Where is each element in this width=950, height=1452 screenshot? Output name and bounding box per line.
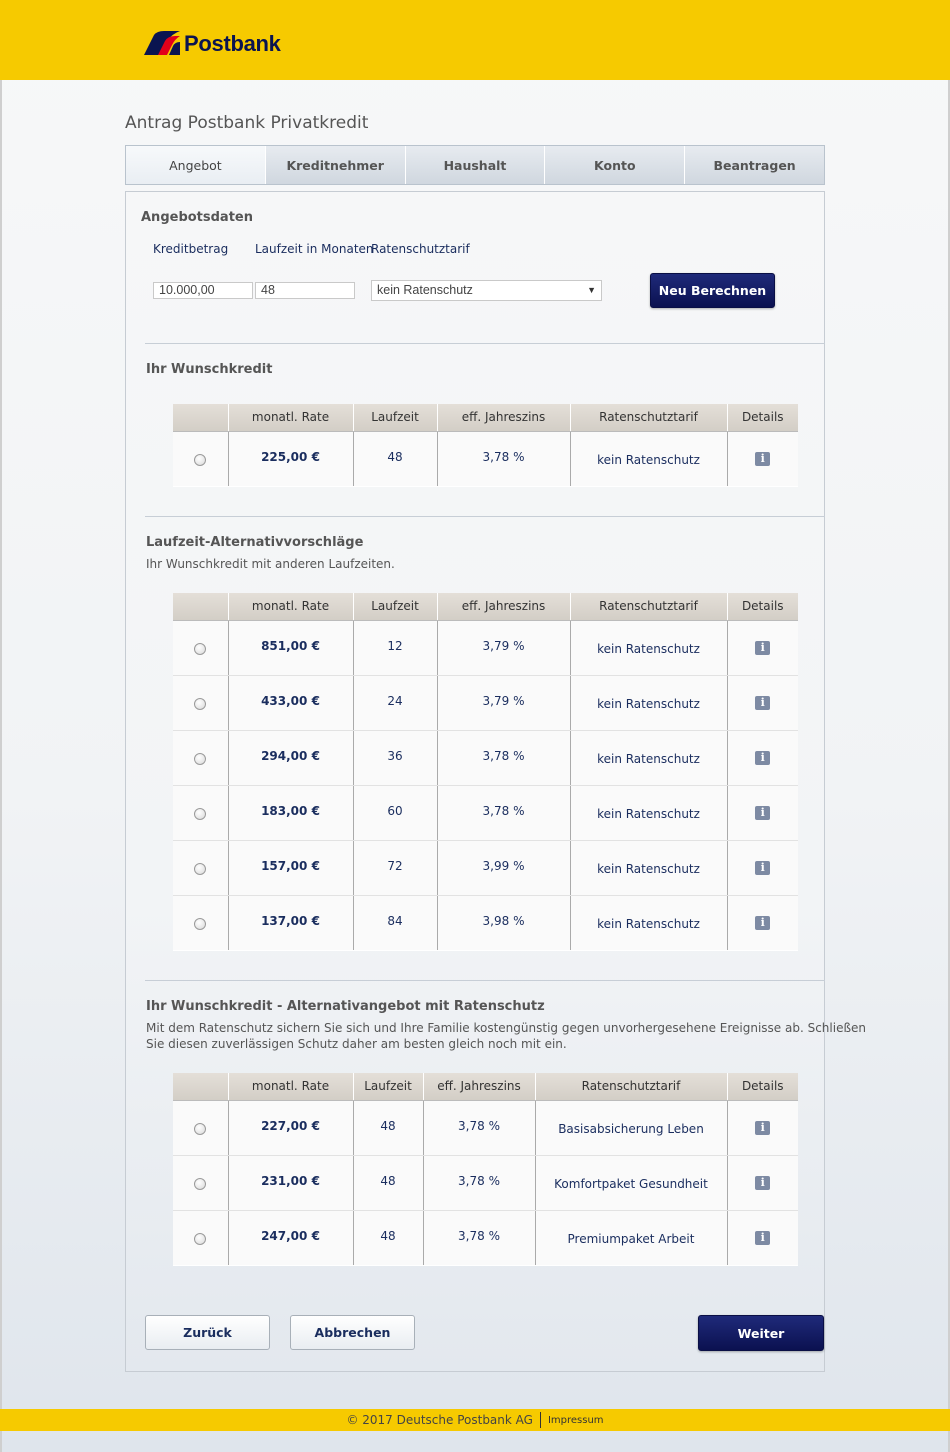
alternativen-title: Laufzeit-Alternativvorschläge [146,535,364,550]
select-radio[interactable] [194,863,206,875]
rate-cell: 225,00 € [228,431,353,486]
alternativen-subtitle: Ihr Wunschkredit mit anderen Laufzeiten. [146,557,395,571]
rate-cell: 851,00 € [228,620,353,675]
row-radio-cell[interactable] [173,620,228,675]
laufzeit-cell: 60 [353,785,437,840]
details-cell[interactable] [727,620,798,675]
zins-cell: 3,78 % [437,431,570,486]
rate-cell: 247,00 € [228,1210,353,1265]
zins-cell: 3,78 % [423,1100,535,1155]
rate-header: monatl. Rate [228,1073,353,1100]
tarif-header: Ratenschutztarif [570,404,727,431]
ratenschutztarif-label: Ratenschutztarif [371,242,470,256]
laufzeit-header: Laufzeit [353,404,437,431]
tab-beantragen[interactable]: Beantragen [685,146,824,184]
select-radio[interactable] [194,808,206,820]
tarif-cell: Basisabsicherung Leben [535,1100,727,1155]
info-icon[interactable]: i [755,806,770,820]
footer-bar [0,1409,950,1431]
row-radio-cell[interactable] [173,1210,228,1265]
laufzeit-cell: 24 [353,675,437,730]
zins-header: eff. Jahreszins [437,404,570,431]
laufzeit-cell: 72 [353,840,437,895]
table-row[interactable] [173,620,798,675]
divider [145,343,825,344]
ratenschutztarif-select[interactable] [371,280,602,301]
tarif-cell: kein Ratenschutz [570,431,727,486]
divider [145,980,825,981]
zins-cell: 3,78 % [423,1155,535,1210]
select-header [173,593,228,620]
laufzeit-cell: 48 [353,1155,423,1210]
zins-header: eff. Jahreszins [423,1073,535,1100]
laufzeit-cell: 84 [353,895,437,950]
rate-cell: 433,00 € [228,675,353,730]
details-header: Details [727,404,798,431]
details-cell[interactable] [727,730,798,785]
info-icon[interactable]: i [755,916,770,930]
tab-haushalt[interactable]: Haushalt [406,146,546,184]
copyright-text: © 2017 Deutsche Postbank AG [346,1413,533,1427]
info-icon[interactable]: i [755,696,770,710]
zins-header: eff. Jahreszins [437,593,570,620]
table-row[interactable] [173,895,798,950]
angebotsdaten-title: Angebotsdaten [141,210,253,225]
zins-cell: 3,98 % [437,895,570,950]
zins-cell: 3,79 % [437,675,570,730]
details-cell[interactable] [727,675,798,730]
info-icon[interactable]: i [755,751,770,765]
zins-cell: 3,78 % [423,1210,535,1265]
ratenschutz-title: Ihr Wunschkredit - Alternativangebot mit Ratenschutz [146,999,545,1014]
table-row[interactable] [173,675,798,730]
weiter-button[interactable]: Weiter [698,1315,824,1351]
postbank-logo[interactable] [142,30,281,58]
laufzeit-cell: 48 [353,431,437,486]
details-cell[interactable] [727,1100,798,1155]
select-radio[interactable] [194,1178,206,1190]
laufzeit-cell: 48 [353,1210,423,1265]
table-header-row [173,593,798,620]
dropdown-arrow-icon: ▼ [587,285,596,295]
select-radio[interactable] [194,698,206,710]
rate-cell: 231,00 € [228,1155,353,1210]
page-title: Antrag Postbank Privatkredit [125,113,369,133]
rate-cell: 157,00 € [228,840,353,895]
laufzeit-cell: 36 [353,730,437,785]
row-radio-cell[interactable] [173,1100,228,1155]
abbrechen-button[interactable]: Abbrechen [290,1315,415,1350]
tarif-cell: kein Ratenschutz [570,675,727,730]
select-radio[interactable] [194,643,206,655]
rate-cell: 183,00 € [228,785,353,840]
tarif-header: Ratenschutztarif [535,1073,727,1100]
kreditbetrag-input[interactable]: 10.000,00 [153,282,253,299]
info-icon[interactable]: i [755,861,770,875]
select-header [173,404,228,431]
row-radio-cell[interactable] [173,895,228,950]
laufzeit-header: Laufzeit [353,1073,423,1100]
details-cell[interactable] [727,1155,798,1210]
wunschkredit-title: Ihr Wunschkredit [146,362,273,377]
zins-cell: 3,78 % [437,785,570,840]
zins-cell: 3,99 % [437,840,570,895]
row-radio-cell[interactable] [173,675,228,730]
table-row[interactable] [173,1155,798,1210]
zurueck-button[interactable]: Zurück [145,1315,270,1350]
laufzeit-label: Laufzeit in Monaten [255,242,374,256]
tarif-cell: kein Ratenschutz [570,785,727,840]
rate-cell: 294,00 € [228,730,353,785]
logo-text: Postbank [184,31,281,56]
details-cell[interactable] [727,840,798,895]
row-radio-cell[interactable] [173,431,228,486]
impressum-link[interactable]: Impressum [547,1414,604,1426]
ratenschutz-table [173,1073,798,1266]
laufzeit-cell: 12 [353,620,437,675]
info-icon[interactable]: i [755,452,770,466]
tab-kreditnehmer[interactable]: Kreditnehmer [266,146,406,184]
ratenschutz-text-line2: Sie diesen zuverlässigen Schutz daher am besten gleich noch mit ein. [146,1037,567,1051]
ratenschutztarif-select-value: kein Ratenschutz [377,283,473,297]
rate-cell: 137,00 € [228,895,353,950]
select-radio[interactable] [194,454,206,466]
details-cell[interactable] [727,1210,798,1265]
table-row[interactable] [173,840,798,895]
select-header [173,1073,228,1100]
tarif-cell: Komfortpaket Gesundheit [535,1155,727,1210]
select-radio[interactable] [194,918,206,930]
alternativen-table [173,593,798,951]
table-row[interactable] [173,431,798,486]
table-row[interactable] [173,730,798,785]
select-radio[interactable] [194,1233,206,1245]
info-icon[interactable]: i [755,1231,770,1245]
details-header: Details [727,593,798,620]
tab-angebot[interactable]: Angebot [126,146,266,184]
select-radio[interactable] [194,753,206,765]
info-icon[interactable]: i [755,1176,770,1190]
tab-konto[interactable]: Konto [545,146,685,184]
select-radio[interactable] [194,1123,206,1135]
row-radio-cell[interactable] [173,1155,228,1210]
rate-header: monatl. Rate [228,593,353,620]
details-cell[interactable] [727,895,798,950]
rate-header: monatl. Rate [228,404,353,431]
details-header: Details [727,1073,798,1100]
header-bar [0,0,950,80]
table-row[interactable] [173,1100,798,1155]
postbank-logo-icon [142,31,182,57]
table-row[interactable] [173,785,798,840]
laufzeit-header: Laufzeit [353,593,437,620]
details-cell[interactable] [727,431,798,486]
tarif-cell: kein Ratenschutz [570,840,727,895]
zins-cell: 3,79 % [437,620,570,675]
neu-berechnen-button[interactable]: Neu Berechnen [650,273,775,308]
tarif-cell: kein Ratenschutz [570,895,727,950]
info-icon[interactable]: i [755,641,770,655]
row-radio-cell[interactable] [173,730,228,785]
tarif-cell: Premiumpaket Arbeit [535,1210,727,1265]
wunschkredit-table [173,404,798,487]
tarif-cell: kein Ratenschutz [570,620,727,675]
divider [145,516,825,517]
kreditbetrag-label: Kreditbetrag [153,242,229,256]
row-radio-cell[interactable] [173,840,228,895]
info-icon[interactable]: i [755,1121,770,1135]
rate-cell: 227,00 € [228,1100,353,1155]
zins-cell: 3,78 % [437,730,570,785]
step-tabs [125,145,825,185]
footer-separator [540,1412,541,1428]
table-header-row [173,404,798,431]
tarif-cell: kein Ratenschutz [570,730,727,785]
row-radio-cell[interactable] [173,785,228,840]
table-row[interactable] [173,1210,798,1265]
laufzeit-cell: 48 [353,1100,423,1155]
laufzeit-input[interactable]: 48 [255,282,355,299]
details-cell[interactable] [727,785,798,840]
tarif-header: Ratenschutztarif [570,593,727,620]
table-header-row [173,1073,798,1100]
ratenschutz-text-line1: Mit dem Ratenschutz sichern Sie sich und Ihre Familie kostengünstig gegen unvorhergesehene Ereignisse ab. Schließen [146,1021,867,1035]
